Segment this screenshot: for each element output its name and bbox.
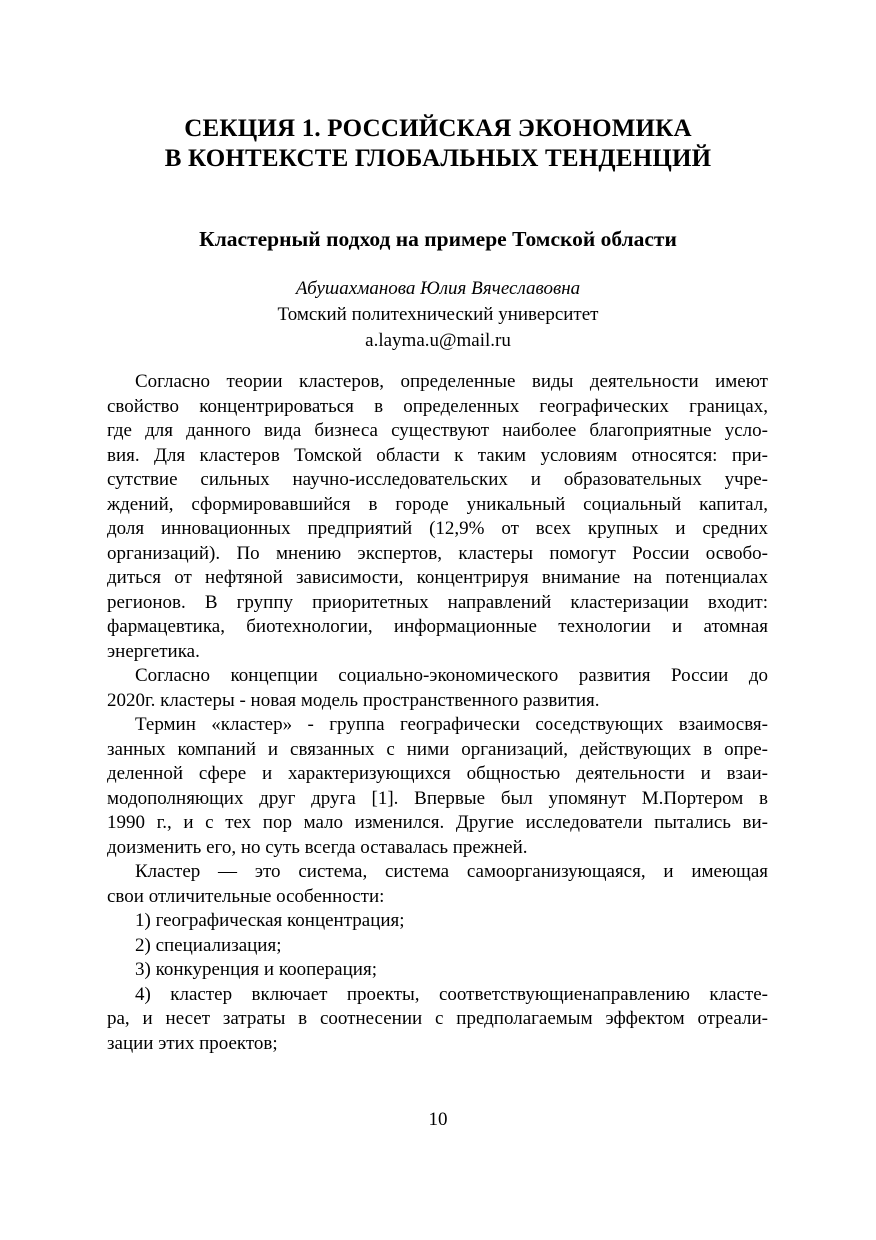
author-affiliation: Томский политехнический университет: [277, 304, 599, 325]
paragraph-line: сутствие сильных научно-исследовательских и образовательных учре-: [107, 469, 768, 490]
author-name: Абушахманова Юлия Вячеславовна: [295, 278, 581, 299]
paragraph: [107, 664, 768, 713]
paragraph-line: свойство концентрироваться в определенных географических границах,: [107, 395, 768, 417]
paragraph-line: 2020г. кластеры - новая модель пространственного развития.: [107, 689, 600, 711]
author-block: [0, 276, 876, 354]
paragraph-line: где для данного вида бизнеса существуют наиболее благоприятные усло-: [107, 420, 768, 441]
section-heading: [0, 114, 876, 174]
paragraph-line: организаций). По мнению экспертов, кластеры помогут России освобо-: [107, 542, 768, 564]
paragraph-line: энергетика.: [107, 640, 200, 662]
paragraph-line: ра, и несет затраты в соотнесении с предполагаемым эффектом отреали-: [107, 1008, 768, 1029]
paragraph: [107, 370, 768, 664]
paragraph-line: Согласно теории кластеров, определенные виды деятельности имеют: [135, 371, 768, 392]
paragraph: [107, 934, 768, 959]
author-email: a.layma.u@mail.ru: [365, 330, 511, 351]
article-body: [107, 370, 768, 1056]
paragraph-line: Согласно концепции социально-экономического развития России до: [135, 665, 768, 686]
paragraph-line: свои отличительные особенности:: [107, 885, 385, 907]
paragraph-line: доля инновационных предприятий (12,9% от всех крупных и средних: [107, 518, 768, 539]
paragraph-line: 2) специализация;: [135, 934, 282, 956]
paragraph-line: модополняющих друг друга [1]. Впервые был упомянут М.Портером в: [107, 787, 768, 809]
paragraph-line: вия. Для кластеров Томской области к таким условиям относятся: при-: [107, 444, 768, 466]
paragraph-line: деленной сфере и характеризующихся общностью деятельности и взаи-: [107, 763, 768, 784]
paragraph-line: занных компаний и связанных с ними организаций, действующих в опре-: [107, 738, 768, 760]
article-title: Кластерный подход на примере Томской области: [199, 227, 677, 251]
paragraph-line: 3) конкуренция и кооперация;: [135, 959, 377, 980]
paragraph-line: 1) географическая концентрация;: [135, 910, 405, 931]
paragraph-line: ждений, сформировавшийся в городе уникальный социальный капитал,: [107, 493, 768, 515]
paragraph-line: зации этих проектов;: [107, 1032, 278, 1054]
paragraph: [107, 958, 768, 983]
paragraph-line: Кластер — это система, система самоорганизующаяся, и имеющая: [135, 861, 768, 882]
paragraph-line: 1990 г., и с тех пор мало изменился. Другие исследователи пытались ви-: [107, 812, 768, 833]
paragraph-line: регионов. В группу приоритетных направлений кластеризации входит:: [107, 591, 768, 613]
section-heading-line-1: СЕКЦИЯ 1. РОССИЙСКАЯ ЭКОНОМИКА: [184, 115, 692, 142]
paragraph-line: 4) кластер включает проекты, соответствующиенаправлению класте-: [135, 983, 768, 1005]
paragraph-line: фармацевтика, биотехнологии, информационные технологии и атомная: [107, 616, 768, 637]
paragraph-line: доизменить его, но суть всегда оставалась прежней.: [107, 836, 528, 858]
paragraph-line: диться от нефтяной зависимости, концентрируя внимание на потенциалах: [107, 567, 768, 588]
section-heading-line-2: В КОНТЕКСТЕ ГЛОБАЛЬНЫХ ТЕНДЕНЦИЙ: [164, 145, 712, 172]
page-number: 10: [428, 1109, 448, 1130]
paragraph-line: Термин «кластер» - группа географически соседствующих взаимосвя-: [135, 714, 768, 735]
paragraph: [107, 860, 768, 909]
paragraph: [107, 713, 768, 860]
paragraph: [107, 909, 768, 934]
paragraph: [107, 983, 768, 1057]
